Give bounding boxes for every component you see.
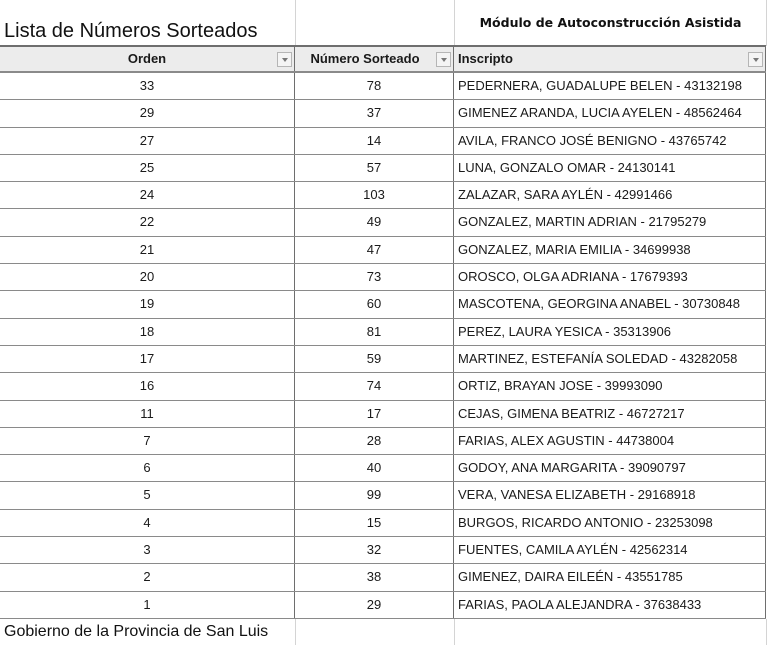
filter-dropdown-icon[interactable]	[436, 52, 451, 67]
cell-orden[interactable]	[0, 182, 295, 208]
cell-orden[interactable]	[0, 428, 295, 454]
cell-orden[interactable]	[0, 319, 295, 345]
table-row	[0, 401, 766, 428]
table-row	[0, 482, 766, 509]
cell-numero-sorteado-text: 38	[366, 569, 382, 585]
cell-numero-sorteado-text: 17	[366, 405, 382, 421]
cell-numero-sorteado-text: 37	[366, 105, 382, 121]
cell-orden-text: 6	[143, 460, 151, 476]
cell-orden[interactable]	[0, 373, 295, 399]
subtitle-cell[interactable]	[455, 0, 767, 46]
cell-inscripto[interactable]	[454, 319, 766, 345]
table-row	[0, 564, 766, 591]
column-header-label: Orden	[127, 51, 167, 66]
cell-inscripto-text: VERA, VANESA ELIZABETH - 29168918	[458, 487, 696, 503]
cell-numero-sorteado-text: 103	[363, 187, 385, 203]
cell-inscripto[interactable]	[454, 100, 766, 126]
table-row	[0, 373, 766, 400]
cell-numero-sorteado-text: 57	[366, 159, 382, 175]
cell-orden-text: 17	[139, 350, 155, 366]
cell-orden-text: 4	[143, 514, 151, 530]
cell-numero-sorteado-text: 81	[366, 323, 382, 339]
cell-orden[interactable]	[0, 100, 295, 126]
table-row	[0, 428, 766, 455]
cell-inscripto-text: OROSCO, OLGA ADRIANA - 17679393	[458, 269, 688, 285]
table-row	[0, 346, 766, 373]
cell-inscripto[interactable]	[454, 73, 766, 99]
cell-inscripto-text: FARIAS, ALEX AGUSTIN - 44738004	[458, 432, 675, 448]
cell-orden[interactable]	[0, 155, 295, 181]
cell-numero-sorteado-text: 47	[366, 241, 382, 257]
cell-orden-text: 3	[143, 542, 151, 558]
cell-numero-sorteado[interactable]	[295, 209, 454, 235]
cell-inscripto[interactable]	[454, 482, 766, 508]
table-row	[0, 264, 766, 291]
cell-inscripto-text: AVILA, FRANCO JOSÉ BENIGNO - 43765742	[458, 132, 727, 148]
cell-orden-text: 2	[143, 569, 151, 585]
cell-orden[interactable]	[0, 209, 295, 235]
filter-dropdown-icon[interactable]	[277, 52, 292, 67]
cell-orden[interactable]	[0, 128, 295, 154]
cell-numero-sorteado-text: 32	[366, 542, 382, 558]
cell-inscripto[interactable]	[454, 373, 766, 399]
cell-inscripto-text: CEJAS, GIMENA BEATRIZ - 46727217	[458, 405, 685, 421]
empty-cell[interactable]	[296, 0, 455, 46]
cell-numero-sorteado-text: 40	[366, 460, 382, 476]
cell-orden-text: 7	[143, 432, 151, 448]
table-row	[0, 182, 766, 209]
table-header	[0, 45, 766, 73]
cell-orden-text: 5	[143, 487, 151, 503]
cell-inscripto-text: ORTIZ, BRAYAN JOSE - 39993090	[458, 378, 663, 394]
column-header-inscripto[interactable]	[454, 47, 766, 71]
cell-numero-sorteado[interactable]	[295, 510, 454, 536]
cell-inscripto-text: FUENTES, CAMILA AYLÉN - 42562314	[458, 542, 688, 558]
cell-orden[interactable]	[0, 291, 295, 317]
cell-numero-sorteado-text: 73	[366, 269, 382, 285]
cell-numero-sorteado[interactable]	[295, 564, 454, 590]
table-row	[0, 100, 766, 127]
sheet-title: Lista de Números Sorteados	[4, 20, 258, 42]
cell-numero-sorteado-text: 78	[366, 78, 382, 93]
footer-row	[0, 619, 768, 645]
table-row	[0, 537, 766, 564]
table-row	[0, 73, 766, 100]
cell-numero-sorteado[interactable]	[295, 73, 454, 99]
column-header-orden[interactable]	[0, 47, 295, 71]
cell-orden-text: 18	[139, 323, 155, 339]
cell-orden[interactable]	[0, 346, 295, 372]
cell-inscripto-text: GONZALEZ, MARIA EMILIA - 34699938	[458, 241, 691, 257]
column-header-label: Inscripto	[458, 51, 513, 66]
cell-inscripto[interactable]	[454, 264, 766, 290]
cell-orden-text: 19	[139, 296, 155, 312]
cell-numero-sorteado-text: 29	[366, 596, 382, 612]
cell-numero-sorteado[interactable]	[295, 100, 454, 126]
cell-orden-text: 25	[139, 159, 155, 175]
cell-orden[interactable]	[0, 264, 295, 290]
cell-numero-sorteado[interactable]	[295, 128, 454, 154]
cell-inscripto[interactable]	[454, 510, 766, 536]
sheet-subtitle: Módulo de Autoconstrucción Asistida	[479, 15, 742, 30]
cell-numero-sorteado-text: 14	[366, 132, 382, 148]
cell-numero-sorteado[interactable]	[295, 264, 454, 290]
cell-inscripto-text: MASCOTENA, GEORGINA ANABEL - 30730848	[458, 296, 741, 312]
title-cell[interactable]	[0, 0, 296, 46]
column-header-label: Número Sorteado	[310, 51, 420, 66]
footer-cell[interactable]	[0, 619, 296, 645]
cell-numero-sorteado-text: 15	[366, 514, 382, 530]
table-row	[0, 319, 766, 346]
cell-numero-sorteado[interactable]	[295, 428, 454, 454]
cell-inscripto[interactable]	[454, 346, 766, 372]
cell-inscripto[interactable]	[454, 428, 766, 454]
title-row	[0, 0, 768, 46]
cell-inscripto-text: GIMENEZ, DAIRA EILEÉN - 43551785	[458, 569, 683, 585]
cell-orden[interactable]	[0, 537, 295, 563]
cell-orden[interactable]	[0, 592, 295, 618]
cell-numero-sorteado[interactable]	[295, 455, 454, 481]
cell-numero-sorteado-text: 60	[366, 296, 382, 312]
cell-orden[interactable]	[0, 73, 295, 99]
table-row	[0, 510, 766, 537]
column-header-numero-sorteado[interactable]	[295, 47, 454, 71]
cell-numero-sorteado[interactable]	[295, 319, 454, 345]
cell-orden[interactable]	[0, 482, 295, 508]
cell-inscripto[interactable]	[454, 237, 766, 263]
cell-numero-sorteado-text: 28	[366, 432, 382, 448]
cell-inscripto[interactable]	[454, 537, 766, 563]
cell-inscripto-text: BURGOS, RICARDO ANTONIO - 23253098	[458, 514, 713, 530]
cell-inscripto[interactable]	[454, 128, 766, 154]
cell-numero-sorteado-text: 74	[366, 378, 382, 394]
cell-orden[interactable]	[0, 510, 295, 536]
cell-numero-sorteado[interactable]	[295, 592, 454, 618]
cell-numero-sorteado[interactable]	[295, 401, 454, 427]
cell-orden-text: 21	[139, 241, 155, 257]
cell-orden-text: 1	[143, 596, 151, 612]
filter-dropdown-icon[interactable]	[748, 52, 763, 67]
cell-numero-sorteado-text: 99	[366, 487, 382, 503]
cell-numero-sorteado[interactable]	[295, 346, 454, 372]
cell-inscripto[interactable]	[454, 455, 766, 481]
cell-numero-sorteado[interactable]	[295, 291, 454, 317]
cell-orden-text: 20	[139, 269, 155, 285]
cell-orden-text: 24	[139, 187, 155, 203]
cell-orden-text: 11	[140, 405, 154, 421]
cell-numero-sorteado-text: 49	[366, 214, 382, 230]
cell-inscripto-text: GODOY, ANA MARGARITA - 39090797	[458, 460, 686, 476]
cell-inscripto[interactable]	[454, 155, 766, 181]
cell-orden-text: 27	[139, 132, 155, 148]
empty-cell[interactable]	[295, 619, 455, 645]
cell-inscripto-text: GIMENEZ ARANDA, LUCIA AYELEN - 48562464	[458, 105, 742, 121]
cell-inscripto-text: MARTINEZ, ESTEFANÍA SOLEDAD - 43282058	[458, 350, 738, 366]
cell-numero-sorteado-text: 59	[366, 350, 382, 366]
table-row	[0, 209, 766, 236]
cell-orden-text: 22	[139, 214, 155, 230]
cell-inscripto[interactable]	[454, 401, 766, 427]
cell-inscripto-text: PEREZ, LAURA YESICA - 35313906	[458, 323, 671, 339]
cell-inscripto-text: PEDERNERA, GUADALUPE BELEN - 43132198	[458, 78, 742, 93]
table-row	[0, 455, 766, 482]
cell-orden-text: 16	[139, 378, 155, 394]
cell-numero-sorteado[interactable]	[295, 537, 454, 563]
table-row	[0, 291, 766, 318]
cell-numero-sorteado[interactable]	[295, 237, 454, 263]
footer-text: Gobierno de la Provincia de San Luis	[4, 623, 269, 640]
table-body	[0, 73, 766, 619]
cell-inscripto[interactable]	[454, 564, 766, 590]
cell-orden[interactable]	[0, 455, 295, 481]
cell-orden[interactable]	[0, 564, 295, 590]
cell-numero-sorteado[interactable]	[295, 482, 454, 508]
cell-numero-sorteado[interactable]	[295, 182, 454, 208]
table-row	[0, 592, 766, 619]
table-row	[0, 128, 766, 155]
cell-orden-text: 33	[139, 78, 155, 93]
cell-inscripto[interactable]	[454, 209, 766, 235]
cell-inscripto[interactable]	[454, 182, 766, 208]
cell-inscripto-text: GONZALEZ, MARTIN ADRIAN - 21795279	[458, 214, 707, 230]
cell-numero-sorteado[interactable]	[295, 155, 454, 181]
empty-cell[interactable]	[454, 619, 767, 645]
table-row	[0, 237, 766, 264]
cell-orden-text: 29	[139, 105, 155, 121]
cell-inscripto[interactable]	[454, 592, 766, 618]
cell-inscripto-text: LUNA, GONZALO OMAR - 24130141	[458, 159, 676, 175]
cell-orden[interactable]	[0, 237, 295, 263]
cell-inscripto-text: ZALAZAR, SARA AYLÉN - 42991466	[458, 187, 673, 203]
cell-inscripto-text: FARIAS, PAOLA ALEJANDRA - 37638433	[458, 596, 702, 612]
cell-orden[interactable]	[0, 401, 295, 427]
cell-numero-sorteado[interactable]	[295, 373, 454, 399]
cell-inscripto[interactable]	[454, 291, 766, 317]
table-row	[0, 155, 766, 182]
